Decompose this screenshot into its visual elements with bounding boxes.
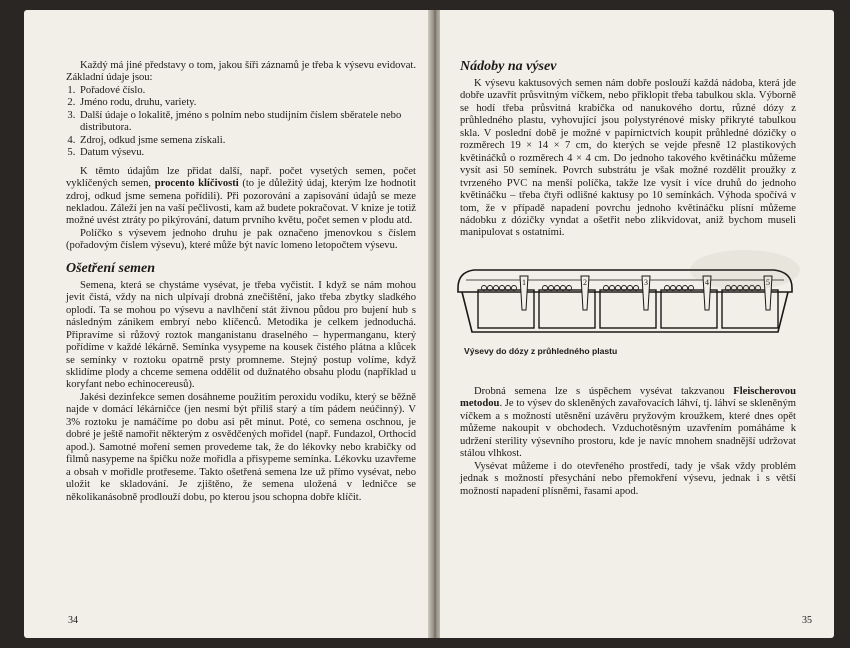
intro-paragraph: Každý má jiné představy o tom, jakou šíři záznamů je třeba k výsevu evidovat. Základní údaje jsou: (66, 60, 416, 84)
bold-term: Fleischerovou metodou (460, 385, 796, 410)
section-heading: Ošetření semen (66, 260, 156, 276)
right-page (440, 10, 834, 638)
pot-label-number: 5 (766, 277, 770, 287)
paragraph-open-sowing: Vysévat můžeme i do otevřeného prostředí, tady je však vždy problém jednak s možností přesychání nebo přemokření výsevu, jednak i s větší možností napadení plísněmi, řasami apod. (460, 460, 796, 497)
paragraph-cleaning: Semena, která se chystáme vysévat, je třeba vyčistit. I když se nám mohou jevit čistá, vždy na nich ulpívají drobná znečištění, jako třeba zbytky sladkého oplodí. Ta se mohou po výsevu a navlhčení stát živnou půdou pro bujení hub s následným zánikem embryí nebo klíčenců. Metodika je celkem jednoduchá. Připravíme si růžový roztok manganistanu draselného – hypermanganu, který pořídíme v každé lékárně. Semínka vysypeme na kousek čistého plátna a klůcek se semínky v roztoku opatrně prsty promneme. Stejný postup volíme, když sklidíme plody a chceme semena oddělit od dužnatého obsahu plodu (například u koryfant nebo echinocereusů). (66, 279, 416, 391)
text-run: K těmto údajům lze přidat další, např. počet vysetých semen, počet vyklíčených semen, (66, 165, 416, 190)
paragraph-germination (66, 166, 416, 228)
paragraph-disinfection: Jakési dezinfekce semen dosáhneme použitím peroxidu vodíku, který se běžně najde v domácí lékárničce (jen nesmí být příliš starý a tím pádem neúčinný). V 3% roztoku je namáčíme po dobu asi pět minut. Poté, co semena oschnou, je dobré je ještě namořit některým z osvědčených mořidel (např. Fundazol, Orthocid apod.). Samotné moření semen provedeme tak, že do lékovky nebo krabičky od filmů nasypeme na špičku nože mořidla a přisypeme semínka. Lékovku uzavřeme a obsah v mořidle protřeseme. Takto ošetřená semena lze už přímo vysévat, nebo uložit ke skladování. Je zjištěno, že semena uložená v ledničce se několikanásobně prodlouží dobu, po kterou jsou schopna dobře klíčit. (66, 391, 416, 503)
paper-stain (690, 250, 800, 290)
list-item: 3. Další údaje o lokalitě, jméno s polním nebo studijním číslem sběratele nebo distributora. (78, 110, 416, 135)
list-item: 2. Jméno rodu, druhu, variety. (78, 97, 416, 109)
list-item: 1. Pořadové číslo. (78, 85, 416, 97)
paragraph-fleischer (460, 386, 796, 461)
page-number: 34 (68, 615, 78, 626)
container-tray (462, 292, 788, 332)
page-number: 35 (802, 615, 812, 626)
section-heading: Nádoby na výsev (460, 59, 557, 74)
pot-label-number: 1 (522, 277, 526, 287)
pot-label-number: 2 (583, 277, 587, 287)
pot-label-number: 3 (644, 277, 648, 287)
bold-term: procento klíčivosti (154, 178, 239, 190)
basic-data-list (66, 85, 416, 160)
figure-caption: Výsevy do dózy z průhledného plastu (464, 345, 618, 356)
text-run: Drobná semena lze s úspěchem vysévat takzvanou (474, 385, 734, 397)
text-run: . Je to výsev do skleněných zavařovacích láhví, tj. láhví se skleněným víčkem a s možností utěsnění uzávěru pryžovým kroužkem, které dnes opět můžeme nakoupit v obchodech. Vzduchotěsným uzavřením pomáháme k udržení sterility výsevního prostoru, kde je navíc mnohem snadnější udržovat stálou vlhkost. (460, 398, 796, 460)
left-page (24, 10, 430, 638)
text-run: (to je důležitý údaj, kterým lze hodnotit zdroj, odkud jsme semena pořídili). Při pozorování a zapisování údajů se meze nekladou. Záleží jen na vaší pečlivosti, kam až budete pokračovat. V knize je totiž možné uvést ztráty po pikýrování, datum prvního květu, počet semen v plodu atd. (66, 178, 416, 227)
paragraph-containers: K výsevu kaktusových semen nám dobře poslouží každá nádoba, která jde dobře uzavřít průsvitným víčkem, nebo přiklopit třeba tabulkou skla. Výborně se hodí třeba průsvitná krabička od nanukového dortu, různé dózy z průhledného plastu, vyhovující jsou polystyrénové misky přikryté tabulkou skla. V poslední době je možné v papírnictvích koupit průhledné dózičky o rozměrech 19 × 14 × 7 cm, do kterých se vejde přesně 12 plastikových květináčků o rozměrech 4 × 4 cm. Do jednoho takového květináčku můžeme vysít asi 50 semínek. Povrch substrátu je však možné rozdělit proužky z tvrzeného PVC na menší políčka, takže lze vysít i více druhů do jednoho květináčku – třeba čtyři odlišné kaktusy po 10 semínkách. Výhoda spočívá v tom, že v případě napadení povrchu jednoho květináčku plísní můžeme nádobku z dózičky vyndat a ošetřit nebo zlikvidovat, aniž bychom museli manipulovat s ostatními. (460, 78, 796, 239)
pot-label-number: 4 (705, 277, 709, 287)
list-item: 4. Zdroj, odkud jsme semena získali. (78, 135, 416, 147)
list-item: 5. Datum výsevu. (78, 147, 416, 159)
paragraph-label: Políčko s výsevem jednoho druhu je pak označeno jmenovkou s číslem (pořadovým číslem výsevu), které může být navíc lomeno letopočtem výsevu. (66, 227, 416, 252)
